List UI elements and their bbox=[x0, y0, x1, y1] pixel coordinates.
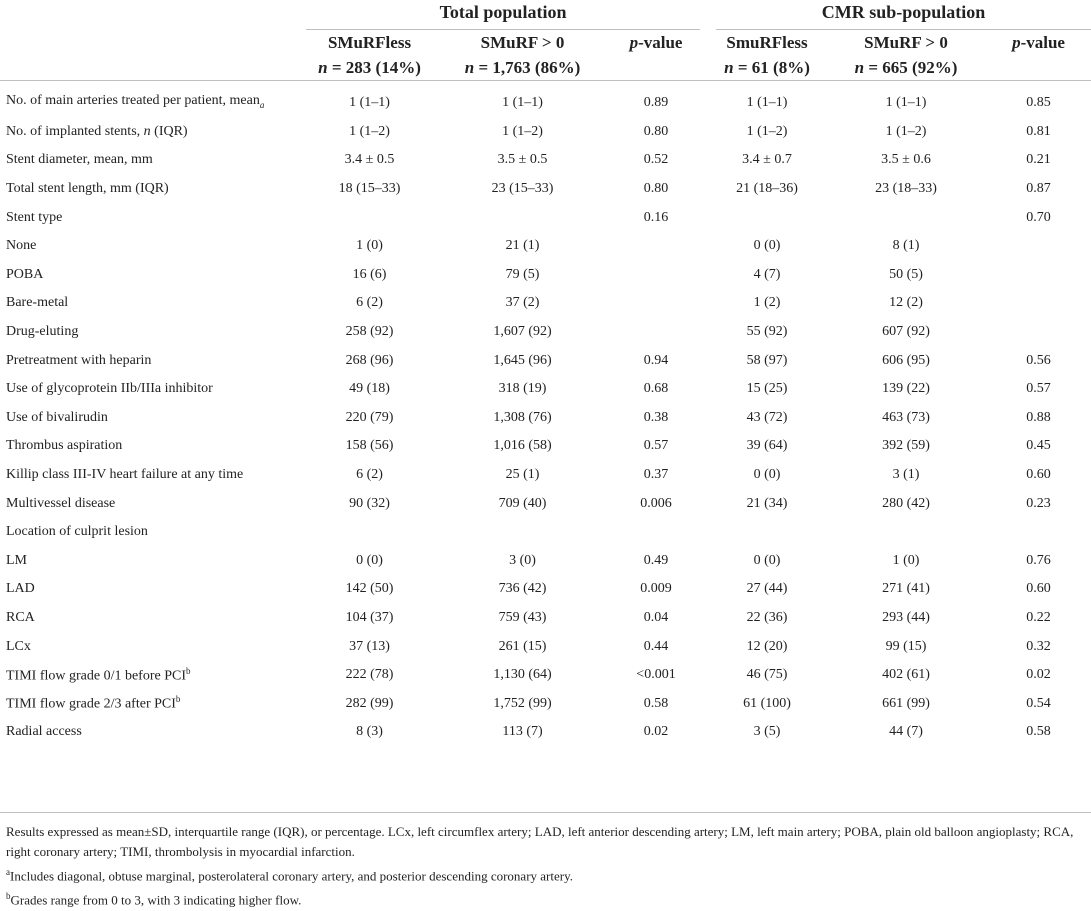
row-label bbox=[0, 604, 298, 633]
table-cell: 23 (15–33) bbox=[491, 181, 554, 197]
row-label bbox=[0, 718, 298, 747]
table-cell: 3.4 ± 0.5 bbox=[344, 152, 395, 168]
table-cell: 0.57 bbox=[643, 438, 669, 454]
table-cell: 104 (37) bbox=[345, 609, 394, 625]
table-cell: 271 (41) bbox=[882, 581, 930, 597]
row-label-text: Bare-metal bbox=[6, 295, 69, 311]
table-cell: 1 (1–2) bbox=[502, 123, 543, 139]
col-header-2-n: n = 1,763 (86%) bbox=[464, 58, 581, 77]
table-row bbox=[0, 346, 1091, 375]
table-cell: 6 (2) bbox=[356, 295, 383, 311]
footnote-b-marker: b bbox=[6, 891, 11, 902]
col-header-3-name: p-value bbox=[629, 33, 683, 52]
table-cell: 222 (78) bbox=[345, 667, 394, 683]
group-header-row bbox=[0, 0, 1091, 30]
table-cell: 79 (5) bbox=[505, 266, 540, 282]
table-cell: 49 (18) bbox=[349, 381, 390, 397]
table-row bbox=[0, 489, 1091, 518]
table-cell bbox=[708, 203, 826, 232]
row-label bbox=[0, 518, 298, 547]
table-cell bbox=[986, 232, 1091, 261]
row-label bbox=[0, 432, 298, 461]
table-cell: 4 (7) bbox=[753, 266, 781, 282]
table-cell: 1 (1–2) bbox=[746, 123, 788, 139]
header-blank bbox=[0, 0, 298, 30]
table-cell bbox=[604, 318, 708, 347]
row-label bbox=[0, 175, 298, 204]
table-cell: 0.60 bbox=[1026, 467, 1051, 483]
table-row bbox=[0, 404, 1091, 433]
table-cell: 0.38 bbox=[643, 409, 669, 425]
table-cell: 0.22 bbox=[1026, 609, 1051, 625]
table-cell bbox=[441, 518, 604, 547]
table-cell: 1 (1–1) bbox=[349, 95, 390, 111]
row-label-text: LAD bbox=[6, 581, 35, 597]
row-label bbox=[0, 404, 298, 433]
table-cell: 1,607 (92) bbox=[493, 324, 552, 340]
row-label bbox=[0, 289, 298, 318]
table-cell: 50 (5) bbox=[889, 266, 923, 282]
table-cell: 0.88 bbox=[1026, 409, 1051, 425]
table-cell: 27 (44) bbox=[746, 581, 788, 597]
row-label-text: TIMI flow grade 0/1 before PCI bbox=[6, 668, 187, 684]
table-cell: 759 (43) bbox=[498, 609, 547, 625]
table-cell: 0.76 bbox=[1026, 552, 1051, 568]
row-label-text: POBA bbox=[6, 266, 44, 282]
col-header-1-name: SMuRFless bbox=[327, 33, 412, 52]
table-cell: 6 (2) bbox=[356, 467, 383, 483]
table-cell: 139 (22) bbox=[882, 381, 930, 397]
table-cell: 402 (61) bbox=[882, 667, 930, 683]
row-label-text: Use of bivalirudin bbox=[6, 409, 108, 425]
table-row bbox=[0, 518, 1091, 547]
column-header-row bbox=[0, 30, 1091, 81]
table-cell: 39 (64) bbox=[746, 438, 788, 454]
group-header-cmr-label: CMR sub-population bbox=[716, 0, 1091, 30]
table-cell bbox=[604, 261, 708, 290]
row-label-text: LM bbox=[6, 552, 27, 568]
table-cell: 1 (1–1) bbox=[885, 95, 927, 111]
table-cell: 1 (1–1) bbox=[502, 95, 543, 111]
row-label bbox=[0, 575, 298, 604]
table-cell: 99 (15) bbox=[885, 638, 927, 654]
table-row bbox=[0, 118, 1091, 147]
table-cell: 43 (72) bbox=[746, 409, 788, 425]
table-cell: 0 (0) bbox=[753, 238, 781, 254]
row-label bbox=[0, 81, 298, 118]
table-cell: 0.54 bbox=[1026, 695, 1051, 711]
table-cell: 0.80 bbox=[643, 181, 669, 197]
table-row bbox=[0, 232, 1091, 261]
footnote-general: Results expressed as mean±SD, interquartile range (IQR), or percentage. LCx, left circumflex artery; LAD, left anterior descending artery; LM, left main artery; POBA, plain old balloon angioplasty; RCA, right coronary artery; TIMI, thrombolysis in myocardial infarction. bbox=[6, 824, 1074, 859]
row-label-superscript: b bbox=[186, 665, 191, 676]
footnote-b bbox=[6, 886, 1084, 910]
col-header-2 bbox=[441, 30, 604, 81]
col-header-5 bbox=[826, 30, 986, 81]
footnote-a-text: Includes diagonal, obtuse marginal, posterolateral coronary artery, and posterior descending coronary artery. bbox=[10, 868, 573, 884]
table-cell bbox=[604, 289, 708, 318]
table-cell bbox=[604, 232, 708, 261]
col-header-5-name: SMuRF > 0 bbox=[864, 33, 948, 52]
table-cell: 1,016 (58) bbox=[493, 438, 552, 454]
table-cell: 0.32 bbox=[1026, 638, 1051, 654]
row-label bbox=[0, 346, 298, 375]
table-cell: 0.68 bbox=[643, 381, 669, 397]
table-cell bbox=[441, 203, 604, 232]
table-cell: 3 (5) bbox=[753, 724, 781, 740]
table-cell: 392 (59) bbox=[882, 438, 930, 454]
row-label-superscript: b bbox=[175, 694, 181, 705]
table-cell: 0.94 bbox=[643, 352, 669, 368]
table-cell: 3 (0) bbox=[509, 552, 536, 568]
table-cell: 318 (19) bbox=[498, 381, 547, 397]
table-cell: 0 (0) bbox=[753, 552, 781, 568]
table-cell: 0.37 bbox=[643, 467, 669, 483]
table-cell: 282 (99) bbox=[345, 695, 394, 711]
row-label-text: Location of culprit lesion bbox=[6, 524, 148, 540]
row-label-text: Total stent length, mm (IQR) bbox=[6, 181, 169, 197]
table-cell: 61 (100) bbox=[743, 695, 791, 711]
table-cell: 0.80 bbox=[643, 123, 669, 139]
table-cell: 12 (2) bbox=[889, 295, 923, 311]
table-cell: 25 (1) bbox=[505, 467, 540, 483]
table-cell: 8 (1) bbox=[892, 238, 920, 254]
footnote-a bbox=[6, 862, 1084, 886]
table-cell: 463 (73) bbox=[882, 409, 930, 425]
table-cell: 3.5 ± 0.6 bbox=[881, 152, 931, 168]
col-header-4-name: SmuRFless bbox=[726, 33, 808, 52]
table-cell: 736 (42) bbox=[498, 581, 547, 597]
col-header-3 bbox=[604, 30, 708, 81]
table-row bbox=[0, 375, 1091, 404]
table-cell: 0.009 bbox=[640, 581, 672, 597]
row-label-subscript: a bbox=[259, 100, 265, 111]
table-cell: 1 (2) bbox=[753, 295, 781, 311]
table-cell: 37 (2) bbox=[505, 295, 540, 311]
row-label bbox=[0, 547, 298, 576]
group-header-total-label: Total population bbox=[306, 0, 700, 30]
row-label bbox=[0, 261, 298, 290]
table-cell: 0.70 bbox=[1026, 209, 1051, 225]
table-cell bbox=[708, 518, 826, 547]
table-cell bbox=[986, 318, 1091, 347]
row-label bbox=[0, 118, 298, 147]
table-cell: 0 (0) bbox=[356, 552, 383, 568]
table-cell: 0.04 bbox=[643, 609, 669, 625]
table-row bbox=[0, 718, 1091, 747]
table-cell: 21 (1) bbox=[505, 238, 540, 254]
table-cell: 0.49 bbox=[643, 552, 669, 568]
table-cell: 12 (20) bbox=[746, 638, 788, 654]
table-cell: 21 (34) bbox=[746, 495, 788, 511]
row-label bbox=[0, 461, 298, 490]
table-row bbox=[0, 261, 1091, 290]
group-header-total bbox=[298, 0, 708, 30]
table-row bbox=[0, 289, 1091, 318]
table-cell: 55 (92) bbox=[746, 324, 788, 340]
row-label bbox=[0, 203, 298, 232]
row-label bbox=[0, 632, 298, 661]
table-cell: 0.58 bbox=[643, 695, 669, 711]
table-cell: <0.001 bbox=[636, 667, 676, 683]
table-bottom-rule bbox=[0, 812, 1091, 813]
table-cell: 258 (92) bbox=[345, 324, 394, 340]
table-cell: 0.02 bbox=[643, 724, 669, 740]
col-header-6-name: p-value bbox=[1012, 33, 1065, 52]
row-label bbox=[0, 375, 298, 404]
table-cell: 268 (96) bbox=[345, 352, 394, 368]
table-cell: 0.58 bbox=[1026, 724, 1051, 740]
table-cell: 709 (40) bbox=[498, 495, 547, 511]
table-row bbox=[0, 632, 1091, 661]
table-cell: 661 (99) bbox=[882, 695, 930, 711]
table-cell bbox=[298, 518, 441, 547]
table-cell: 158 (56) bbox=[345, 438, 394, 454]
table-cell: 0.56 bbox=[1026, 352, 1051, 368]
table-row bbox=[0, 81, 1091, 118]
col-header-2-name: SMuRF > 0 bbox=[480, 33, 565, 52]
table-row bbox=[0, 203, 1091, 232]
row-label-text: LCx bbox=[6, 638, 31, 654]
table-cell: 0.21 bbox=[1026, 152, 1051, 168]
table-row bbox=[0, 547, 1091, 576]
table-cell: 1 (1–2) bbox=[349, 123, 390, 139]
table-cell: 15 (25) bbox=[746, 381, 788, 397]
table-cell: 0.81 bbox=[1026, 123, 1051, 139]
table-cell: 0.16 bbox=[643, 209, 669, 225]
table-cell: 220 (79) bbox=[345, 409, 394, 425]
col-header-1-n: n = 283 (14%) bbox=[318, 58, 421, 77]
table-cell: 1,752 (99) bbox=[493, 695, 552, 711]
row-label-text: None bbox=[6, 238, 37, 254]
table-cell: 1,645 (96) bbox=[493, 352, 552, 368]
row-label bbox=[0, 146, 298, 175]
row-label-text: Radial access bbox=[6, 724, 82, 740]
table-cell: 0.85 bbox=[1026, 95, 1051, 111]
row-label-text: Use of glycoprotein IIb/IIIa inhibitor bbox=[6, 381, 213, 397]
table-cell bbox=[826, 518, 986, 547]
col-header-4 bbox=[708, 30, 826, 81]
row-label-text: Thrombus aspiration bbox=[6, 438, 123, 454]
row-label-text: Drug-eluting bbox=[6, 324, 79, 340]
table-cell: 8 (3) bbox=[356, 724, 383, 740]
table-row bbox=[0, 604, 1091, 633]
col-header-1 bbox=[298, 30, 441, 81]
table-cell bbox=[604, 518, 708, 547]
table-cell: 0.02 bbox=[1026, 667, 1051, 683]
table-cell: 0.89 bbox=[643, 95, 669, 111]
table-row bbox=[0, 575, 1091, 604]
table-cell: 0.52 bbox=[643, 152, 669, 168]
table-cell: 0 (0) bbox=[753, 467, 781, 483]
table-cell: 261 (15) bbox=[498, 638, 547, 654]
table-cell: 23 (18–33) bbox=[875, 181, 937, 197]
table-cell: 44 (7) bbox=[889, 724, 923, 740]
row-label-text: RCA bbox=[6, 609, 35, 625]
table-row bbox=[0, 318, 1091, 347]
group-header-cmr bbox=[708, 0, 1091, 30]
table-cell: 46 (75) bbox=[746, 667, 788, 683]
table-cell: 37 (13) bbox=[349, 638, 390, 654]
table-cell: 3 (1) bbox=[892, 467, 920, 483]
table-row bbox=[0, 689, 1091, 718]
table-cell: 90 (32) bbox=[349, 495, 390, 511]
table-cell: 58 (97) bbox=[746, 352, 788, 368]
col-header-4-n: n = 61 (8%) bbox=[724, 58, 810, 77]
table-cell: 280 (42) bbox=[882, 495, 930, 511]
row-label-text: Stent type bbox=[6, 209, 63, 225]
table-cell: 0.006 bbox=[640, 495, 672, 511]
col-header-6 bbox=[986, 30, 1091, 81]
table-cell: 1 (1–1) bbox=[746, 95, 788, 111]
table-cell: 1,308 (76) bbox=[493, 409, 552, 425]
table-cell: 0.44 bbox=[643, 638, 669, 654]
row-label bbox=[0, 689, 298, 718]
col-header-5-n: n = 665 (92%) bbox=[854, 58, 958, 77]
row-label-text: Stent diameter, mean, mm bbox=[6, 152, 153, 168]
table-row bbox=[0, 432, 1091, 461]
table-row bbox=[0, 175, 1091, 204]
row-label bbox=[0, 232, 298, 261]
header-blank-2 bbox=[0, 30, 298, 81]
row-label-text: Pretreatment with heparin bbox=[6, 352, 152, 368]
table-cell: 606 (95) bbox=[882, 352, 930, 368]
row-label-text: Multivessel disease bbox=[6, 495, 116, 511]
table-row bbox=[0, 146, 1091, 175]
row-label-text: TIMI flow grade 2/3 after PCI bbox=[6, 697, 176, 713]
table-cell: 21 (18–36) bbox=[736, 181, 798, 197]
table-cell: 0.57 bbox=[1026, 381, 1051, 397]
table-cell: 1 (0) bbox=[356, 238, 383, 254]
table-cell: 3.5 ± 0.5 bbox=[497, 152, 548, 168]
footnote-a-marker: a bbox=[6, 867, 10, 877]
table-cell: 18 (15–33) bbox=[338, 181, 401, 197]
table-cell: 16 (6) bbox=[352, 266, 387, 282]
table-cell: 1 (0) bbox=[892, 552, 920, 568]
table-cell: 0.45 bbox=[1026, 438, 1051, 454]
table-cell: 3.4 ± 0.7 bbox=[742, 152, 792, 168]
table-cell: 0.23 bbox=[1026, 495, 1051, 511]
table-cell bbox=[986, 261, 1091, 290]
table-row bbox=[0, 661, 1091, 690]
row-label bbox=[0, 661, 298, 690]
table-cell: 113 (7) bbox=[502, 724, 543, 740]
row-label-text: Killip class III-IV heart failure at any time bbox=[6, 467, 244, 483]
footnote-b-text: Grades range from 0 to 3, with 3 indicating higher flow. bbox=[10, 892, 302, 908]
table-row bbox=[0, 461, 1091, 490]
table-footnotes bbox=[6, 822, 1084, 911]
row-label-text: No. of main arteries treated per patient, mean bbox=[6, 93, 260, 109]
table-cell: 0.60 bbox=[1026, 581, 1051, 597]
table-cell: 1 (1–2) bbox=[885, 123, 927, 139]
table-cell: 142 (50) bbox=[345, 581, 394, 597]
row-label-text: No. of implanted stents, n (IQR) bbox=[6, 123, 188, 139]
table-cell: 293 (44) bbox=[882, 609, 930, 625]
table-cell bbox=[298, 203, 441, 232]
table-cell bbox=[986, 289, 1091, 318]
row-label bbox=[0, 489, 298, 518]
table-cell: 22 (36) bbox=[746, 609, 788, 625]
table-cell: 607 (92) bbox=[882, 324, 930, 340]
table-body bbox=[0, 81, 1091, 747]
table-cell: 1,130 (64) bbox=[493, 667, 552, 683]
row-label bbox=[0, 318, 298, 347]
table-cell: 0.87 bbox=[1026, 181, 1051, 197]
table-cell bbox=[986, 518, 1091, 547]
table-cell bbox=[826, 203, 986, 232]
